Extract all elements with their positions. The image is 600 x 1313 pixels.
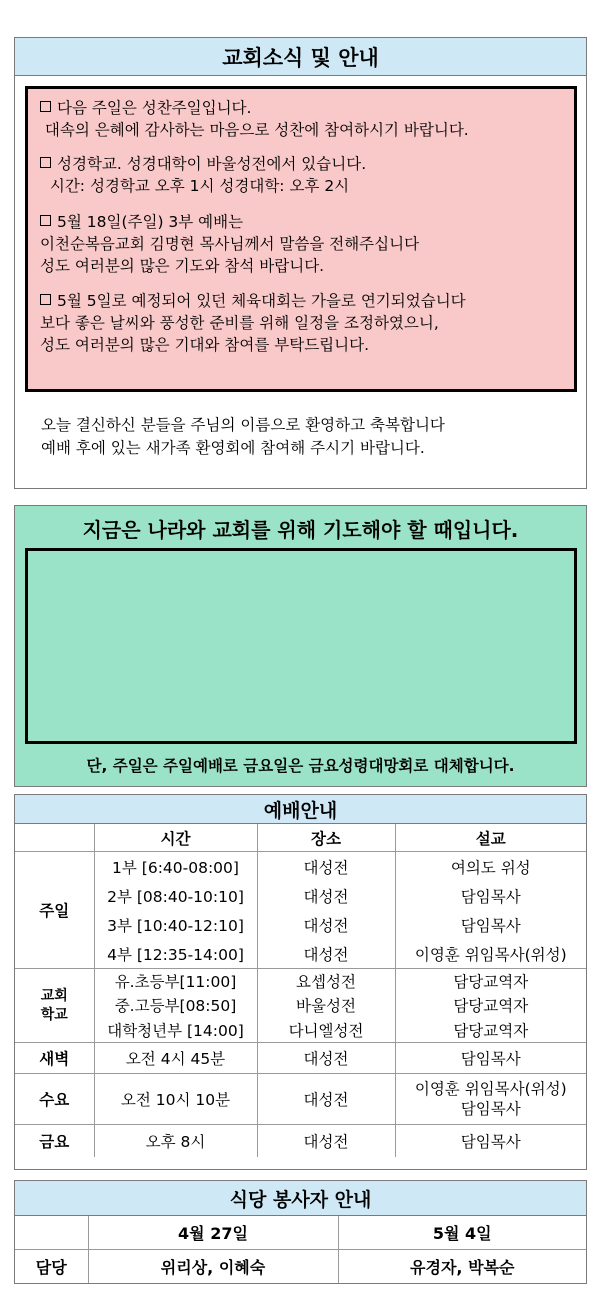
table-row: 중.고등부[08:50] 바울성전 담당교역자: [15, 993, 586, 1017]
names-2: 유경자, 박복순: [410, 1258, 515, 1277]
wednesday-preacher: 이영훈 위임목사(위성) 담임목사: [395, 1074, 586, 1125]
volunteers-panel: [14, 1180, 587, 1284]
church-school-label: 교회 학교: [15, 969, 94, 1043]
volunteers-names-row: [15, 1250, 586, 1284]
notice-box: [25, 86, 577, 392]
sunday-label: 주일: [15, 852, 94, 969]
welcome-message: 오늘 결신하신 분들을 주님의 이름으로 환영하고 축복합니다 예배 후에 있는 새가족 환영회에 참여해 주시기 바랍니다.: [41, 416, 445, 457]
volunteers-date-row: [15, 1216, 586, 1250]
friday-label: 금요: [15, 1125, 94, 1158]
names-1: 위리상, 이혜숙: [88, 1250, 338, 1284]
checkbox-icon: [40, 215, 51, 226]
schedule-panel: [14, 794, 587, 1170]
schedule-table: [15, 824, 586, 1157]
prayer-box: [25, 548, 577, 744]
volunteers-table: [15, 1216, 586, 1283]
table-row: 수요 오전 10시 10분 대성전 이영훈 위임목사(위성) 담임목사: [15, 1074, 586, 1125]
table-row: 주일 1부 [6:40-08:00] 대성전 여의도 위성: [15, 852, 586, 882]
notice-item-sports-day: 5월 5일로 예정되어 있던 체육대회는 가을로 연기되었습니다 보다 좋은 날씨와 풍성한 준비를 위해 일정을 조정하였으니, 성도 여러분의 많은 기대와 참여를 부탁드립니다.: [40, 292, 466, 354]
table-row: 금요 오후 8시 대성전 담임목사: [15, 1125, 586, 1158]
header-time: 시간: [94, 824, 257, 852]
header-preacher: 설교: [395, 824, 586, 852]
notice-item-communion: 다음 주일은 성찬주일입니다. 대속의 은혜에 감사하는 마음으로 성찬에 참여하시기 바랍니다.: [40, 99, 469, 139]
prayer-note: 단, 주일은 주일예배로 금요일은 금요성령대망회로 대체합니다.: [86, 757, 515, 775]
table-row: 대학청년부 [14:00] 다니엘성전 담당교역자: [15, 1017, 586, 1043]
date-2: 5월 4일: [338, 1216, 586, 1250]
prayer-panel: [14, 505, 587, 787]
volunteers-title: 식당 봉사자 안내: [15, 1181, 586, 1216]
news-title: 교회소식 및 안내: [15, 38, 586, 76]
notice-item-guest-preacher: 5월 18일(주일) 3부 예배는 이천순복음교회 김명현 목사님께서 말씀을 전해주십니다 성도 여러분의 많은 기도와 참석 바랍니다.: [40, 213, 420, 275]
table-row: 4부 [12:35-14:00] 대성전 이영훈 위임목사(위성): [15, 939, 586, 969]
checkbox-icon: [40, 157, 51, 168]
wednesday-label: 수요: [15, 1074, 94, 1125]
schedule-title: 예배안내: [15, 795, 586, 824]
notice-item-bible-school: 성경학교. 성경대학이 바울성전에서 있습니다. 시간: 성경학교 오후 1시 성경대학: 오후 2시: [40, 155, 367, 195]
prayer-title: 지금은 나라와 교회를 위해 기도해야 할 때입니다.: [82, 518, 519, 542]
table-row: 2부 [08:40-10:10] 대성전 담임목사: [15, 881, 586, 910]
row-label: 담당: [15, 1250, 88, 1284]
date-1: 4월 27일: [88, 1216, 338, 1250]
checkbox-icon: [40, 101, 51, 112]
checkbox-icon: [40, 294, 51, 305]
table-row: 교회 학교 유.초등부[11:00] 요셉성전 담당교역자: [15, 969, 586, 994]
header-place: 장소: [257, 824, 395, 852]
table-row: 3부 [10:40-12:10] 대성전 담임목사: [15, 910, 586, 939]
schedule-header-row: [15, 824, 586, 852]
table-row: 새벽 오전 4시 45분 대성전 담임목사: [15, 1043, 586, 1074]
news-panel: [14, 37, 587, 489]
dawn-label: 새벽: [15, 1043, 94, 1074]
